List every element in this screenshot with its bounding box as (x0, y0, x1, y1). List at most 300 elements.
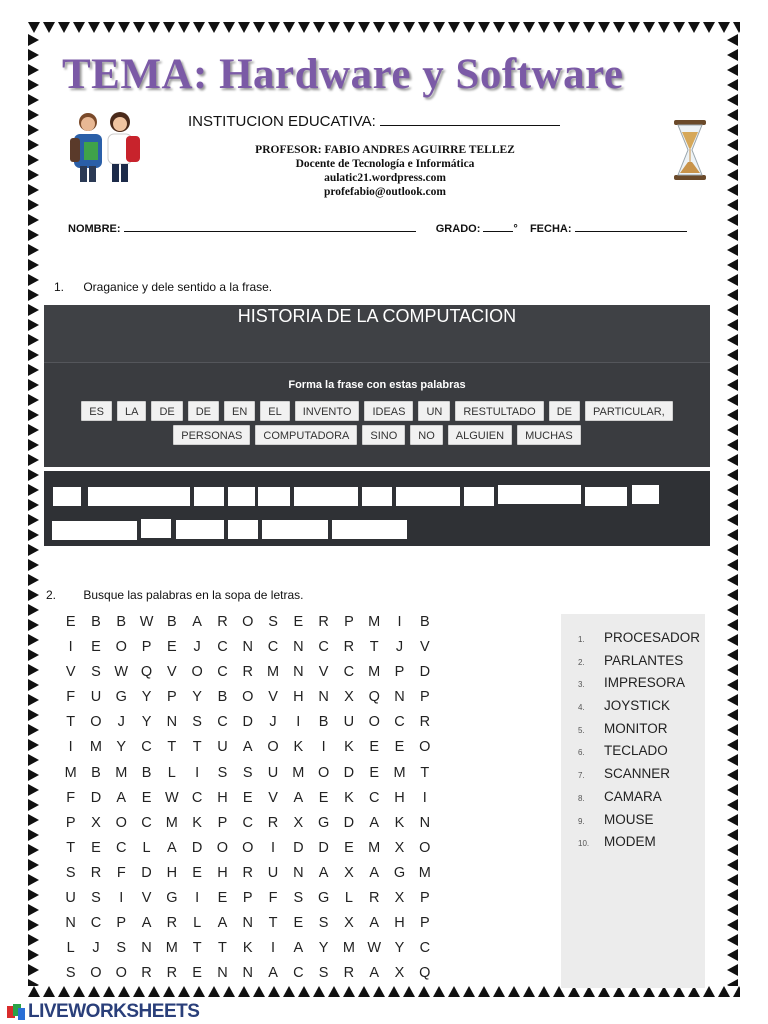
grid-cell[interactable]: X (394, 839, 405, 856)
grid-cell[interactable]: D (191, 839, 203, 856)
grid-cell[interactable]: Q (140, 664, 153, 681)
grid-cell[interactable]: A (369, 814, 380, 831)
grid-cell[interactable]: I (422, 789, 427, 806)
grid-cell[interactable]: X (344, 915, 354, 932)
word-list-item (578, 630, 700, 653)
grid-cell[interactable]: U (267, 764, 279, 781)
grid-cell[interactable]: M (292, 764, 305, 781)
grid-cell[interactable]: A (318, 864, 329, 881)
grid-cell[interactable]: C (267, 639, 279, 656)
grid-cell[interactable]: K (344, 789, 354, 806)
grid-cell[interactable]: E (91, 839, 101, 856)
grid-cell[interactable]: E (242, 789, 253, 806)
grid-cell[interactable]: O (419, 839, 431, 856)
grid-cell[interactable]: J (193, 639, 201, 656)
grid-cell[interactable]: A (116, 789, 127, 806)
grid-cell[interactable]: O (242, 839, 254, 856)
grid-cell[interactable]: A (293, 940, 304, 957)
grid-cell[interactable]: L (142, 839, 151, 856)
word-chip[interactable]: DE (188, 401, 219, 421)
grid-cell[interactable]: A (369, 864, 380, 881)
word-chip[interactable]: DE (549, 401, 580, 421)
grid-cell[interactable]: N (242, 915, 253, 932)
word-list-word: TECLADO (604, 743, 668, 759)
grid-cell[interactable]: M (64, 764, 77, 781)
grid-cell[interactable]: U (267, 864, 279, 881)
grid-cell[interactable]: P (419, 890, 430, 907)
grid-cell[interactable]: M (418, 864, 431, 881)
grid-cell[interactable]: E (91, 639, 101, 656)
grid-cell[interactable]: N (394, 689, 405, 706)
grid-cell[interactable]: S (268, 614, 278, 630)
grid-cell[interactable]: V (318, 664, 329, 681)
grid-cell[interactable]: S (217, 764, 228, 781)
grid-cell[interactable]: D (90, 789, 102, 806)
grid-cell[interactable]: C (141, 814, 152, 831)
grid-cell[interactable]: E (217, 890, 228, 907)
grid-cell[interactable]: X (344, 864, 354, 881)
grid-cell[interactable]: C (343, 664, 355, 681)
grid-cell[interactable]: H (217, 864, 228, 881)
grid-row (58, 836, 488, 861)
grid-cell[interactable]: C (141, 739, 152, 756)
grid-cell[interactable]: E (141, 789, 152, 806)
grid-cell[interactable]: E (369, 764, 380, 781)
grid-cell[interactable]: T (192, 940, 202, 957)
grid-row (58, 861, 488, 886)
grid-cell[interactable]: W (114, 664, 129, 681)
grid-row (58, 911, 488, 936)
answer-slot[interactable] (141, 519, 171, 538)
grid-cell[interactable]: C (116, 839, 127, 856)
question-1 (54, 280, 272, 294)
grid-cell[interactable]: I (119, 890, 124, 907)
word-chip[interactable]: ES (81, 401, 112, 421)
grado-label: GRADO: (435, 223, 481, 235)
grid-cell[interactable]: O (115, 814, 127, 831)
grid-cell[interactable]: B (167, 614, 177, 630)
grid-cell[interactable]: C (217, 714, 228, 731)
word-search-grid[interactable] (58, 610, 488, 986)
grid-cell[interactable]: C (293, 965, 304, 982)
grid-cell[interactable]: S (91, 664, 101, 681)
grid-cell[interactable]: J (92, 940, 100, 957)
grid-cell[interactable]: R (368, 890, 380, 907)
grid-cell[interactable]: P (65, 814, 76, 831)
grid-cell[interactable]: I (296, 714, 301, 731)
grid-cell[interactable]: H (166, 864, 178, 881)
grid-cell[interactable]: L (66, 940, 75, 957)
grid-cell[interactable]: E (394, 739, 405, 756)
grid-cell[interactable]: A (369, 965, 380, 982)
grid-cell[interactable]: S (91, 890, 101, 907)
grid-cell[interactable]: H (394, 789, 405, 806)
students-image (58, 108, 150, 182)
grid-cell[interactable]: F (116, 864, 126, 881)
grid-cell[interactable]: E (293, 915, 304, 932)
grid-cell[interactable]: N (242, 639, 253, 656)
grid-cell[interactable]: I (271, 940, 276, 957)
grid-cell[interactable]: V (65, 664, 76, 681)
email-text: profefabio@outlook.com (324, 186, 446, 198)
grid-cell[interactable]: A (217, 915, 228, 932)
answer-slot[interactable] (262, 520, 328, 539)
grid-cell[interactable]: E (192, 864, 202, 881)
grid-cell[interactable]: N (293, 664, 304, 681)
answer-slot[interactable] (498, 485, 581, 504)
word-chip[interactable]: EL (260, 401, 289, 421)
grid-cell[interactable]: R (166, 965, 178, 982)
grid-cell[interactable]: R (166, 915, 178, 932)
answer-slot[interactable] (396, 487, 460, 506)
answer-slot[interactable] (632, 485, 659, 504)
answer-slot[interactable] (194, 487, 224, 506)
grid-cell[interactable]: G (393, 864, 406, 881)
grid-cell[interactable]: S (65, 864, 76, 881)
grid-cell[interactable]: A (242, 739, 253, 756)
grid-cell[interactable]: K (394, 814, 405, 831)
grid-cell[interactable]: J (117, 714, 125, 731)
border-bottom (28, 986, 740, 1000)
grid-cell[interactable]: M (165, 814, 178, 831)
grid-cell[interactable]: V (419, 639, 430, 656)
grid-cell[interactable]: M (342, 940, 355, 957)
grid-cell[interactable]: W (139, 614, 154, 630)
grid-cell[interactable]: M (368, 664, 381, 681)
grid-cell[interactable]: O (419, 739, 431, 756)
answer-slot[interactable] (332, 520, 407, 539)
grid-cell[interactable]: L (167, 764, 176, 781)
grid-cell[interactable]: E (293, 614, 304, 630)
grid-cell[interactable]: B (217, 689, 228, 706)
grid-cell[interactable]: D (419, 664, 431, 681)
word-list-word: JOYSTICK (604, 698, 671, 714)
nombre-input[interactable] (124, 220, 416, 232)
grid-cell[interactable]: P (344, 614, 354, 630)
word-chip[interactable]: IDEAS (364, 401, 413, 421)
grid-cell[interactable]: I (397, 614, 402, 630)
word-list-word: PROCESADOR (604, 630, 701, 645)
grid-cell[interactable]: E (318, 789, 329, 806)
word-chip[interactable]: COMPUTADORA (255, 425, 357, 445)
grid-cell[interactable]: S (293, 890, 304, 907)
grid-cell[interactable]: B (419, 614, 430, 630)
grid-cell[interactable]: W (367, 940, 382, 957)
grid-cell[interactable]: R (267, 814, 279, 831)
answer-slot[interactable] (294, 487, 358, 506)
logo-icon (6, 1003, 26, 1021)
grid-cell[interactable]: X (91, 814, 101, 831)
grid-cell[interactable]: Y (394, 940, 405, 957)
grid-cell[interactable]: E (369, 739, 380, 756)
grid-cell[interactable]: N (166, 714, 178, 731)
grid-cell[interactable]: N (141, 940, 152, 957)
word-list-number: 8. (578, 793, 585, 803)
answer-slot[interactable] (52, 521, 137, 540)
grid-cell[interactable]: I (68, 739, 73, 756)
grid-cell[interactable]: M (368, 614, 381, 630)
grid-cell[interactable]: T (268, 915, 278, 932)
grid-cell[interactable]: Q (419, 965, 431, 982)
grid-cell[interactable]: D (318, 839, 329, 856)
grid-cell[interactable]: O (90, 965, 102, 982)
grid-cell[interactable]: Y (141, 689, 152, 706)
grid-cell[interactable]: U (65, 890, 76, 907)
grid-cell[interactable]: P (394, 664, 405, 681)
grid-cell[interactable]: X (394, 965, 405, 982)
grid-cell[interactable]: D (343, 764, 355, 781)
grid-cell[interactable]: T (369, 639, 379, 656)
grid-cell[interactable]: A (268, 965, 278, 982)
word-list-item (578, 789, 700, 812)
answer-slot[interactable] (228, 487, 255, 506)
answer-slot[interactable] (176, 520, 224, 539)
grid-cell[interactable]: R (217, 614, 228, 630)
answer-slot[interactable] (362, 487, 392, 506)
grid-cell[interactable]: P (217, 814, 228, 831)
grid-cell[interactable]: P (141, 639, 152, 656)
grid-cell[interactable]: O (368, 714, 380, 731)
grid-cell[interactable]: M (165, 940, 178, 957)
grid-cell[interactable]: E (65, 614, 76, 630)
grid-row (58, 635, 488, 660)
grid-cell[interactable]: X (293, 814, 304, 831)
grid-cell[interactable]: S (65, 965, 76, 982)
grid-cell[interactable]: I (195, 764, 200, 781)
grid-cell[interactable]: K (344, 739, 354, 756)
word-list-item (578, 721, 700, 744)
grid-cell[interactable]: T (167, 739, 177, 756)
grid-cell[interactable]: L (344, 890, 353, 907)
grid-cell[interactable]: Y (192, 689, 202, 706)
grid-cell[interactable]: A (293, 789, 304, 806)
grid-cell[interactable]: B (116, 614, 127, 630)
word-chip[interactable]: PERSONAS (173, 425, 250, 445)
grid-cell[interactable]: T (218, 940, 227, 957)
grid-cell[interactable]: C (90, 915, 102, 932)
border-right (727, 34, 741, 986)
word-chip[interactable]: SINO (362, 425, 405, 445)
grid-cell[interactable]: P (419, 915, 430, 932)
grid-cell[interactable]: N (318, 689, 329, 706)
grid-cell[interactable]: S (192, 714, 202, 731)
grid-cell[interactable]: W (164, 789, 179, 806)
panel-title: HISTORIA DE LA COMPUTACION (44, 305, 710, 363)
grid-cell[interactable]: C (242, 814, 253, 831)
grid-cell[interactable]: N (293, 639, 304, 656)
grid-cell[interactable]: O (317, 764, 330, 781)
grid-cell[interactable]: N (242, 965, 253, 982)
grid-cell[interactable]: I (271, 839, 276, 856)
fecha-input[interactable] (575, 220, 687, 232)
word-list-number: 2. (578, 657, 585, 667)
grid-cell[interactable]: P (419, 689, 430, 706)
grid-cell[interactable]: T (192, 739, 202, 756)
grid-cell[interactable]: C (419, 940, 431, 957)
grid-cell[interactable]: V (268, 689, 278, 706)
grid-cell[interactable]: R (343, 965, 355, 982)
grid-cell[interactable]: C (191, 789, 203, 806)
grid-cell[interactable]: S (318, 965, 329, 982)
grid-cell[interactable]: M (115, 764, 128, 781)
grid-cell[interactable]: J (395, 639, 404, 656)
grid-cell[interactable]: S (318, 915, 329, 932)
grid-cell[interactable]: T (66, 839, 76, 856)
grid-cell[interactable]: O (242, 689, 254, 706)
grid-cell[interactable]: F (268, 890, 278, 907)
word-chip[interactable]: UN (418, 401, 450, 421)
answer-slot[interactable] (53, 487, 81, 506)
grid-cell[interactable]: F (66, 689, 76, 706)
grid-cell[interactable]: P (116, 915, 127, 932)
grid-cell[interactable]: H (217, 789, 228, 806)
grid-cell[interactable]: R (242, 864, 253, 881)
grado-degree: ° (513, 223, 518, 235)
word-chip[interactable]: RESTULTADO (455, 401, 543, 421)
grid-cell[interactable]: X (344, 689, 354, 706)
answer-slot[interactable] (464, 487, 494, 506)
grid-cell[interactable]: Y (141, 714, 152, 731)
answer-slot[interactable] (228, 520, 258, 539)
grid-cell[interactable]: R (90, 864, 102, 881)
grid-row (58, 961, 488, 986)
grid-cell[interactable]: B (141, 764, 152, 781)
grid-cell[interactable]: K (293, 739, 304, 756)
grid-cell[interactable]: I (195, 890, 200, 907)
grid-cell[interactable]: M (368, 839, 381, 856)
grid-cell[interactable]: T (420, 764, 430, 781)
question-2-number: 2. (46, 588, 57, 602)
grid-row (58, 886, 488, 911)
grid-cell[interactable]: Y (318, 940, 329, 957)
grid-cell[interactable]: G (317, 814, 330, 831)
grid-cell[interactable]: E (192, 965, 202, 982)
grid-cell[interactable]: O (242, 614, 254, 630)
grid-cell[interactable]: R (343, 639, 355, 656)
grid-cell[interactable]: A (369, 915, 380, 932)
grid-cell[interactable]: C (217, 639, 228, 656)
word-chip[interactable]: DE (151, 401, 182, 421)
grid-cell[interactable]: R (141, 965, 152, 982)
grid-cell[interactable]: M (89, 739, 102, 756)
grid-cell[interactable]: R (318, 614, 329, 630)
grid-cell[interactable]: J (269, 714, 277, 731)
grid-cell[interactable]: Q (368, 689, 380, 706)
grid-cell[interactable]: C (394, 714, 405, 731)
grid-cell[interactable]: D (242, 714, 253, 731)
grid-cell[interactable]: N (293, 864, 304, 881)
grid-cell[interactable]: R (242, 664, 253, 681)
grid-cell[interactable]: B (91, 764, 101, 781)
grid-cell[interactable]: P (167, 689, 177, 706)
grid-cell[interactable]: H (394, 915, 405, 932)
grid-cell[interactable]: T (66, 714, 76, 731)
grid-cell[interactable]: U (217, 739, 228, 756)
grid-cell[interactable]: O (267, 739, 279, 756)
grid-cell[interactable]: V (141, 890, 152, 907)
grid-cell[interactable]: D (343, 814, 355, 831)
page-title: TEMA: Hardware y Software (62, 51, 624, 98)
grid-cell[interactable]: L (193, 915, 202, 932)
grid-cell[interactable]: O (115, 965, 127, 982)
grid-cell[interactable]: A (141, 915, 152, 932)
institucion-label: INSTITUCION EDUCATIVA: (188, 113, 376, 130)
grid-cell[interactable]: O (191, 664, 203, 681)
question-2 (46, 588, 304, 602)
grid-row (58, 685, 488, 710)
grid-cell[interactable]: K (192, 814, 202, 831)
grid-cell[interactable]: V (167, 664, 177, 681)
answer-slot[interactable] (585, 487, 627, 506)
grid-cell[interactable]: B (91, 614, 101, 630)
grid-cell[interactable]: S (242, 764, 253, 781)
grid-cell[interactable]: G (115, 689, 127, 706)
grid-cell[interactable]: C (217, 664, 228, 681)
grid-cell[interactable]: U (343, 714, 355, 731)
grid-cell[interactable]: U (90, 689, 102, 706)
grid-cell[interactable]: B (318, 714, 329, 731)
grid-cell[interactable]: C (368, 789, 380, 806)
grid-cell[interactable]: D (293, 839, 304, 856)
grid-cell[interactable]: V (268, 789, 278, 806)
grid-cell[interactable]: O (90, 714, 102, 731)
teacher-info (180, 143, 590, 199)
grid-cell[interactable]: F (66, 789, 76, 806)
word-chip[interactable]: INVENTO (295, 401, 360, 421)
grid-cell[interactable]: D (141, 864, 152, 881)
grid-cell[interactable]: A (192, 614, 202, 630)
question-1-number: 1. (54, 280, 65, 294)
grid-cell[interactable]: E (344, 839, 354, 856)
word-chip[interactable]: LA (117, 401, 146, 421)
grid-cell[interactable]: G (317, 890, 330, 907)
word-chip[interactable]: ALGUIEN (448, 425, 512, 445)
word-list-word: MONITOR (604, 720, 668, 736)
grid-cell[interactable]: P (242, 890, 253, 907)
answer-slot[interactable] (258, 487, 290, 506)
grid-cell[interactable]: X (394, 890, 405, 907)
grid-cell[interactable]: E (167, 639, 177, 656)
grid-cell[interactable]: I (68, 639, 73, 656)
grid-cell[interactable]: O (216, 839, 229, 856)
word-chip[interactable]: NO (410, 425, 443, 445)
grid-cell[interactable]: M (266, 664, 280, 681)
grado-input[interactable] (483, 220, 513, 232)
grid-cell[interactable]: H (293, 689, 304, 706)
grid-cell[interactable]: N (419, 814, 431, 831)
word-list-word: SCANNER (604, 766, 671, 782)
word-chip[interactable]: PARTICULAR, (585, 401, 673, 421)
border-top (28, 22, 740, 36)
grid-cell[interactable]: C (318, 639, 329, 656)
grid-cell[interactable]: O (115, 639, 127, 656)
institucion-input[interactable] (380, 112, 560, 126)
grid-cell[interactable]: N (217, 965, 228, 982)
word-chip[interactable]: MUCHAS (517, 425, 581, 445)
grid-cell[interactable]: R (419, 714, 431, 731)
word-chip[interactable]: EN (224, 401, 255, 421)
grid-cell[interactable]: A (167, 839, 177, 856)
grid-cell[interactable]: N (65, 915, 76, 932)
nombre-label: NOMBRE: (68, 223, 121, 235)
grid-cell[interactable]: S (116, 940, 127, 957)
grid-cell[interactable]: G (166, 890, 178, 907)
grid-cell[interactable]: K (242, 940, 253, 957)
answer-slot[interactable] (88, 487, 190, 506)
grid-cell[interactable]: I (321, 739, 326, 756)
grid-cell[interactable]: Y (116, 739, 127, 756)
grid-cell[interactable]: M (393, 764, 406, 781)
